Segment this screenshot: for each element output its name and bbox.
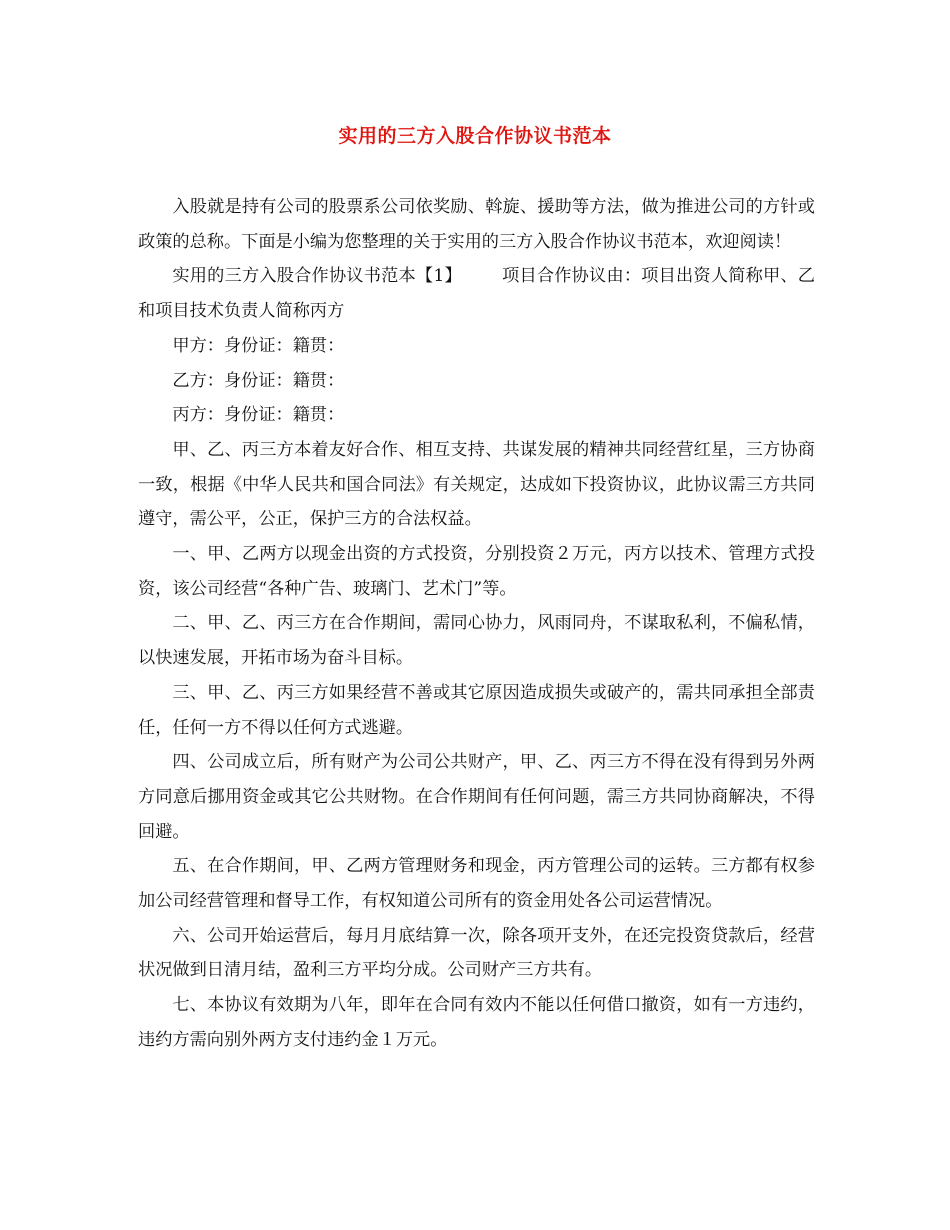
clause-5: 五、在合作期间，甲、乙两方管理财务和现金，丙方管理公司的运转。三方都有权参加公司经营管理和督导工作，有权知道公司所有的资金用处各公司运营情况。 — [138, 856, 815, 912]
party-c-line: 丙方：身份证：籍贯： — [172, 405, 345, 426]
section-heading-paragraph — [138, 259, 815, 328]
clause-4: 四、公司成立后，所有财产为公司公共财产，甲、乙、丙三方不得在没有得到另外两方同意后挪用资金或其它公共财物。在合作期间有任何问题，需三方共同协商解决，不得回避。 — [138, 752, 815, 842]
party-b-line: 乙方：身份证：籍贯： — [172, 370, 345, 391]
preamble-paragraph: 甲、乙、丙三方本着友好合作、相互支持、共谋发展的精神共同经营红星，三方协商一致，根据《中华人民共和国合同法》有关规定，达成如下投资协议，此协议需三方共同遵守，需公平，公正，保护三方的合法权益。 — [138, 439, 815, 530]
clause-7: 七、本协议有效期为八年，即年在合同有效内不能以任何借口撤资，如有一方违约，违约方需向别外两方支付违约金１万元。 — [138, 995, 815, 1050]
clause-1: 一、甲、乙两方以现金出资的方式投资，分别投资２万元，丙方以技术、管理方式投资，该公司经营“各种广告、玻璃门、艺术门”等。 — [138, 544, 815, 599]
page-title: 实用的三方入股合作协议书范本 — [338, 125, 612, 147]
intro-paragraph: 入股就是持有公司的股票系公司依奖励、斡旋、援助等方法，做为推进公司的方针或政策的总称。下面是小编为您整理的关于实用的三方入股合作协议书范本，欢迎阅读！ — [138, 197, 815, 252]
section-heading: 实用的三方入股合作协议书范本【1】 — [172, 266, 462, 287]
clause-2: 二、甲、乙、丙三方在合作期间，需同心协力，风雨同舟，不谋取私利，不偏私情，以快速发展，开拓市场为奋斗目标。 — [138, 613, 815, 669]
document-body — [138, 190, 815, 1058]
clause-3: 三、甲、乙、丙三方如果经营不善或其它原因造成损失或破产的，需共同承担全部责任，任何一方不得以任何方式逃避。 — [138, 682, 815, 738]
clause-6: 六、公司开始运营后，每月月底结算一次，除各项开支外，在还完投资贷款后，经营状况做到日清月结，盈利三方平均分成。公司财产三方共有。 — [138, 925, 815, 981]
section-lead: 项目合作协议由：项目出资人简称甲、乙和项目技术负责人简称丙方 — [138, 266, 815, 322]
party-a-line: 甲方：身份证：籍贯： — [172, 335, 345, 356]
